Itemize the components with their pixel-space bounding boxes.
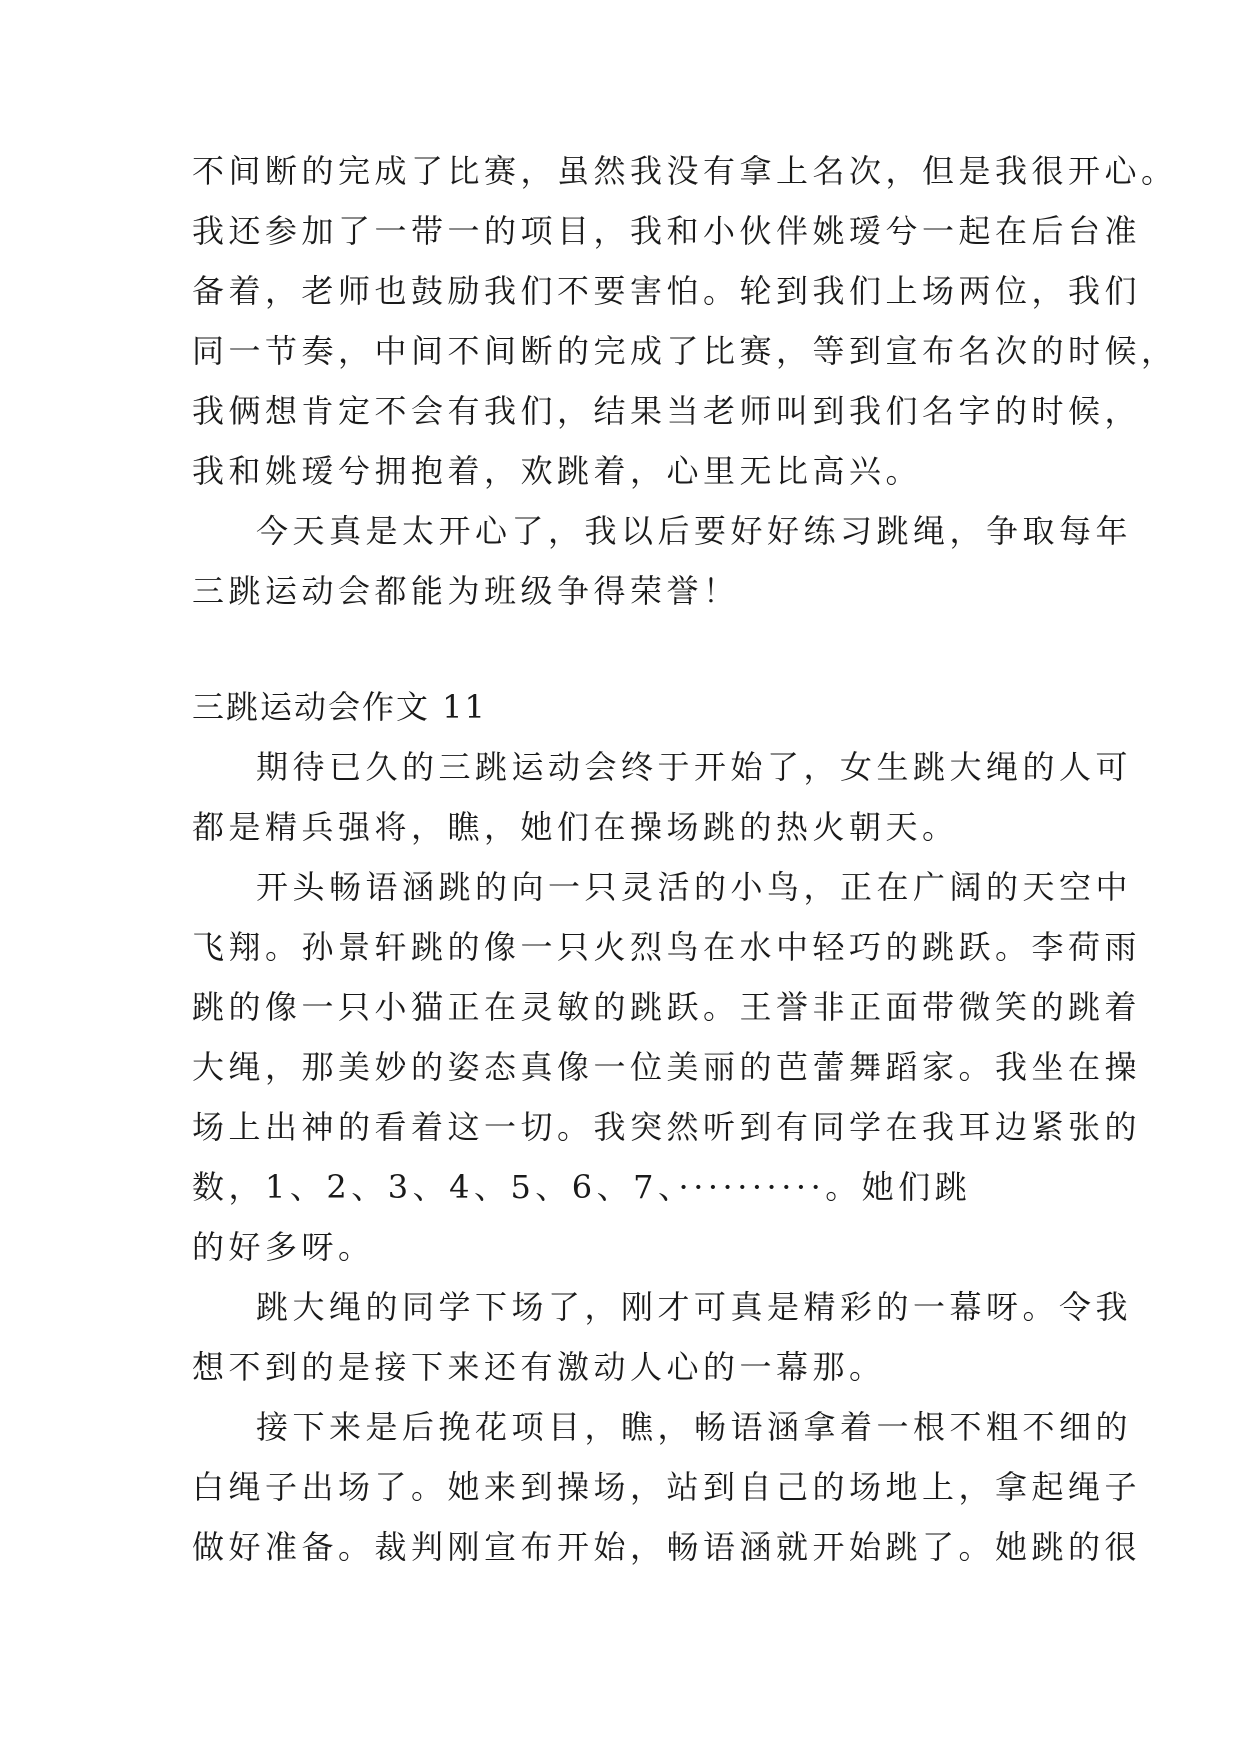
text-line: 三跳运动会都能为班级争得荣誉！ <box>192 572 740 610</box>
text-line: 跳大绳的同学下场了，刚才可真是精彩的一幕呀。令我 <box>256 1288 1133 1326</box>
text-line: 大绳，那美妙的姿态真像一位美丽的芭蕾舞蹈家。我坐在操 <box>192 1048 1142 1086</box>
text-line: 接下来是后挽花项目，瞧，畅语涵拿着一根不粗不细的 <box>256 1408 1133 1446</box>
text-line: 飞翔。孙景轩跳的像一只火烈鸟在水中轻巧的跳跃。李荷雨 <box>192 928 1142 966</box>
text-line: 同一节奏，中间不间断的完成了比赛，等到宣布名次的时候， <box>192 332 1178 370</box>
text-line: 白绳子出场了。她来到操场，站到自己的场地上，拿起绳子 <box>192 1468 1142 1506</box>
text-line: 我和姚瑷兮拥抱着，欢跳着，心里无比高兴。 <box>192 452 923 490</box>
text-line: 开头畅语涵跳的向一只灵活的小鸟，正在广阔的天空中 <box>256 868 1133 906</box>
text-line: 的好多呀。 <box>192 1228 375 1266</box>
section-heading: 三跳运动会作文 11 <box>192 688 487 726</box>
text-line: 想不到的是接下来还有激动人心的一幕那。 <box>192 1348 886 1386</box>
text-line: 期待已久的三跳运动会终于开始了，女生跳大绳的人可 <box>256 748 1133 786</box>
text-line: 我还参加了一带一的项目，我和小伙伴姚瑷兮一起在后台准 <box>192 212 1142 250</box>
text-line: 我俩想肯定不会有我们，结果当老师叫到我们名字的时候， <box>192 392 1142 430</box>
text-line: 不间断的完成了比赛，虽然我没有拿上名次，但是我很开心。 <box>192 152 1178 190</box>
text-line: 备着，老师也鼓励我们不要害怕。轮到我们上场两位，我们 <box>192 272 1142 310</box>
text-line: 跳的像一只小猫正在灵敏的跳跃。王誉非正面带微笑的跳着 <box>192 988 1142 1026</box>
text-line: 场上出神的看着这一切。我突然听到有同学在我耳边紧张的 <box>192 1108 1142 1146</box>
text-line: 都是精兵强将，瞧，她们在操场跳的热火朝天。 <box>192 808 959 846</box>
text-line: 今天真是太开心了，我以后要好好练习跳绳，争取每年 <box>256 512 1133 550</box>
text-line: 做好准备。裁判刚宣布开始，畅语涵就开始跳了。她跳的很 <box>192 1528 1142 1566</box>
text-line: 数，1、2、3、4、5、6、7、··········。她们跳 <box>192 1168 972 1206</box>
